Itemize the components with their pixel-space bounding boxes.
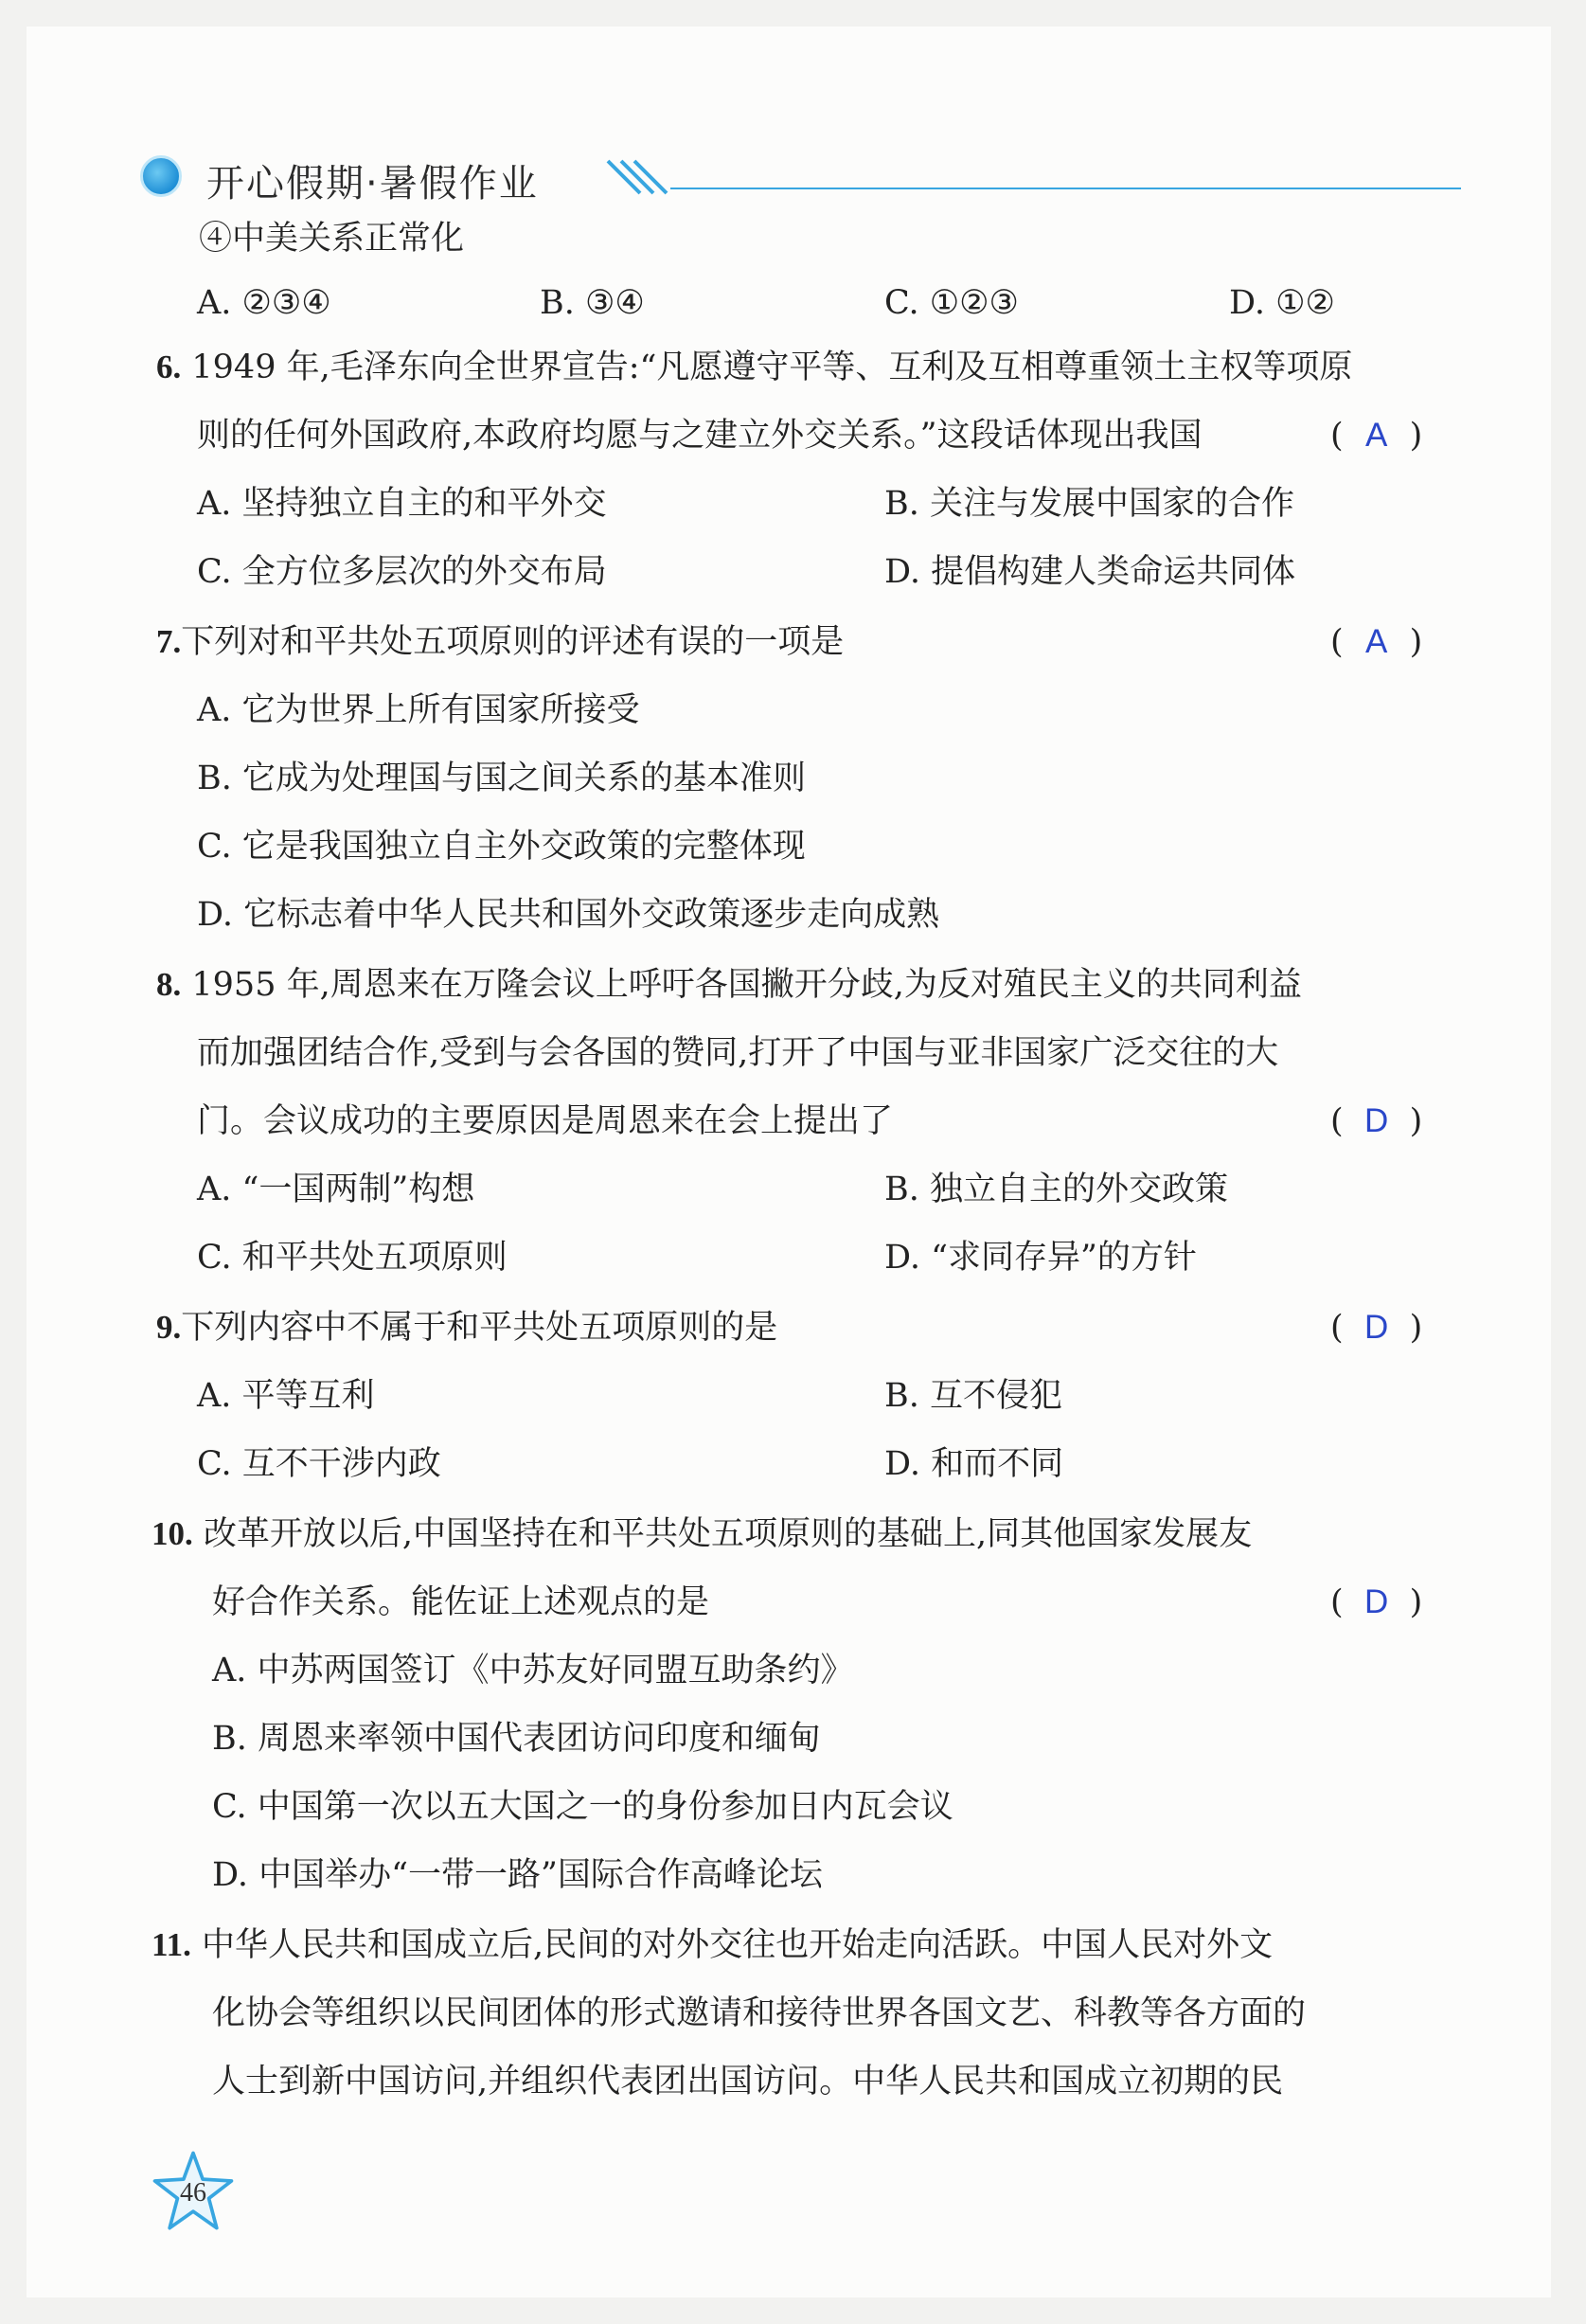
- q6-option-c: C. 全方位多层次的外交布局: [197, 553, 607, 591]
- q8-stem-line1: 8. 1955 年,周恩来在万隆会议上呼吁各国撇开分歧,为反对殖民主义的共同利益: [156, 966, 1302, 1004]
- page-header: [140, 152, 1461, 208]
- q7-number: 7.: [156, 623, 182, 660]
- q8-option-b: B. 独立自主的外交政策: [884, 1171, 1228, 1208]
- q7-option-d: D. 它标志着中华人民共和国外交政策逐步走向成熟: [197, 896, 940, 934]
- q8-answer: D: [1364, 1102, 1389, 1139]
- q9-option-d: D. 和而不同: [884, 1445, 1064, 1483]
- q6-number: 6.: [156, 349, 182, 385]
- q6-stem-line2: 则的任何外国政府,本政府均愿与之建立外交关系。”这段话体现出我国: [197, 417, 1203, 455]
- q5-option-a: A. ②③④: [197, 284, 331, 322]
- q10-number: 10.: [151, 1515, 193, 1552]
- q8-option-a: A. “一国两制”构想: [197, 1171, 475, 1208]
- q8-option-d: D. “求同存异”的方针: [884, 1239, 1197, 1277]
- q9-answer-box: ( D ): [1330, 1309, 1423, 1347]
- q5-item4: ④中美关系正常化: [199, 220, 465, 258]
- q7-option-c: C. 它是我国独立自主外交政策的完整体现: [197, 828, 806, 866]
- q9-option-a: A. 平等互利: [197, 1377, 375, 1415]
- q10-answer-box: ( D ): [1330, 1583, 1423, 1621]
- q6-option-d: D. 提倡构建人类命运共同体: [884, 553, 1296, 591]
- q7-stem-line1: 7.下列对和平共处五项原则的评述有误的一项是: [156, 623, 845, 661]
- q9-option-b: B. 互不侵犯: [884, 1377, 1062, 1415]
- q11-number: 11.: [151, 1926, 191, 1963]
- page-number: 46: [180, 2178, 206, 2208]
- header-rule: [670, 188, 1461, 189]
- q11-stem-line1: 11. 中华人民共和国成立后,民间的对外交往也开始走向活跃。中国人民对外文: [151, 1926, 1274, 1964]
- header-stripes-icon: [604, 155, 670, 197]
- q5-option-b: B. ③④: [540, 284, 645, 322]
- q11-stem-line2: 化协会等组织以民间团体的形式邀请和接待世界各国文艺、科教等各方面的: [212, 1994, 1307, 2032]
- q6-answer: A: [1364, 417, 1388, 454]
- q10-answer: D: [1364, 1583, 1389, 1620]
- q8-number: 8.: [156, 966, 182, 1003]
- q6-option-b: B. 关注与发展中国家的合作: [884, 485, 1294, 523]
- q9-answer: D: [1364, 1309, 1389, 1346]
- q10-option-b: B. 周恩来率领中国代表团访问印度和缅甸: [212, 1720, 821, 1758]
- q8-answer-box: ( D ): [1330, 1102, 1423, 1140]
- q7-option-a: A. 它为世界上所有国家所接受: [197, 691, 640, 729]
- q11-stem-line3: 人士到新中国访问,并组织代表团出国访问。中华人民共和国成立初期的民: [212, 2063, 1284, 2101]
- q9-stem-line1: 9.下列内容中不属于和平共处五项原则的是: [156, 1309, 778, 1347]
- header-title: 开心假期·暑假作业: [206, 162, 539, 206]
- q6-stem-line1: 6. 1949 年,毛泽东向全世界宣告:“凡愿遵守平等、互利及互相尊重领土主权等项原: [156, 349, 1353, 386]
- q10-stem-line2: 好合作关系。能佐证上述观点的是: [212, 1583, 710, 1621]
- q7-answer: A: [1364, 623, 1388, 660]
- q7-option-b: B. 它成为处理国与国之间关系的基本准则: [197, 760, 806, 797]
- q10-option-d: D. 中国举办“一带一路”国际合作高峰论坛: [212, 1856, 823, 1894]
- q10-option-a: A. 中苏两国签订《中苏友好同盟互助条约》: [212, 1652, 854, 1689]
- q6-option-a: A. 坚持独立自主的和平外交: [197, 485, 607, 523]
- q6-answer-box: ( A ): [1330, 417, 1423, 455]
- q5-option-c: C. ①②③: [884, 284, 1019, 322]
- q8-stem-line2: 而加强团结合作,受到与会各国的赞同,打开了中国与亚非国家广泛交往的大: [197, 1034, 1279, 1072]
- q10-stem-line1: 10. 改革开放以后,中国坚持在和平共处五项原则的基础上,同其他国家发展友: [151, 1515, 1253, 1553]
- q8-option-c: C. 和平共处五项原则: [197, 1239, 508, 1277]
- q9-option-c: C. 互不干涉内政: [197, 1445, 441, 1483]
- q5-option-d: D. ①②: [1229, 284, 1335, 322]
- q9-number: 9.: [156, 1309, 182, 1346]
- q8-stem-line3: 门。会议成功的主要原因是周恩来在会上提出了: [197, 1102, 894, 1140]
- q7-answer-box: ( A ): [1330, 623, 1423, 661]
- header-circle-icon: [140, 155, 182, 197]
- q10-option-c: C. 中国第一次以五大国之一的身份参加日内瓦会议: [212, 1788, 953, 1826]
